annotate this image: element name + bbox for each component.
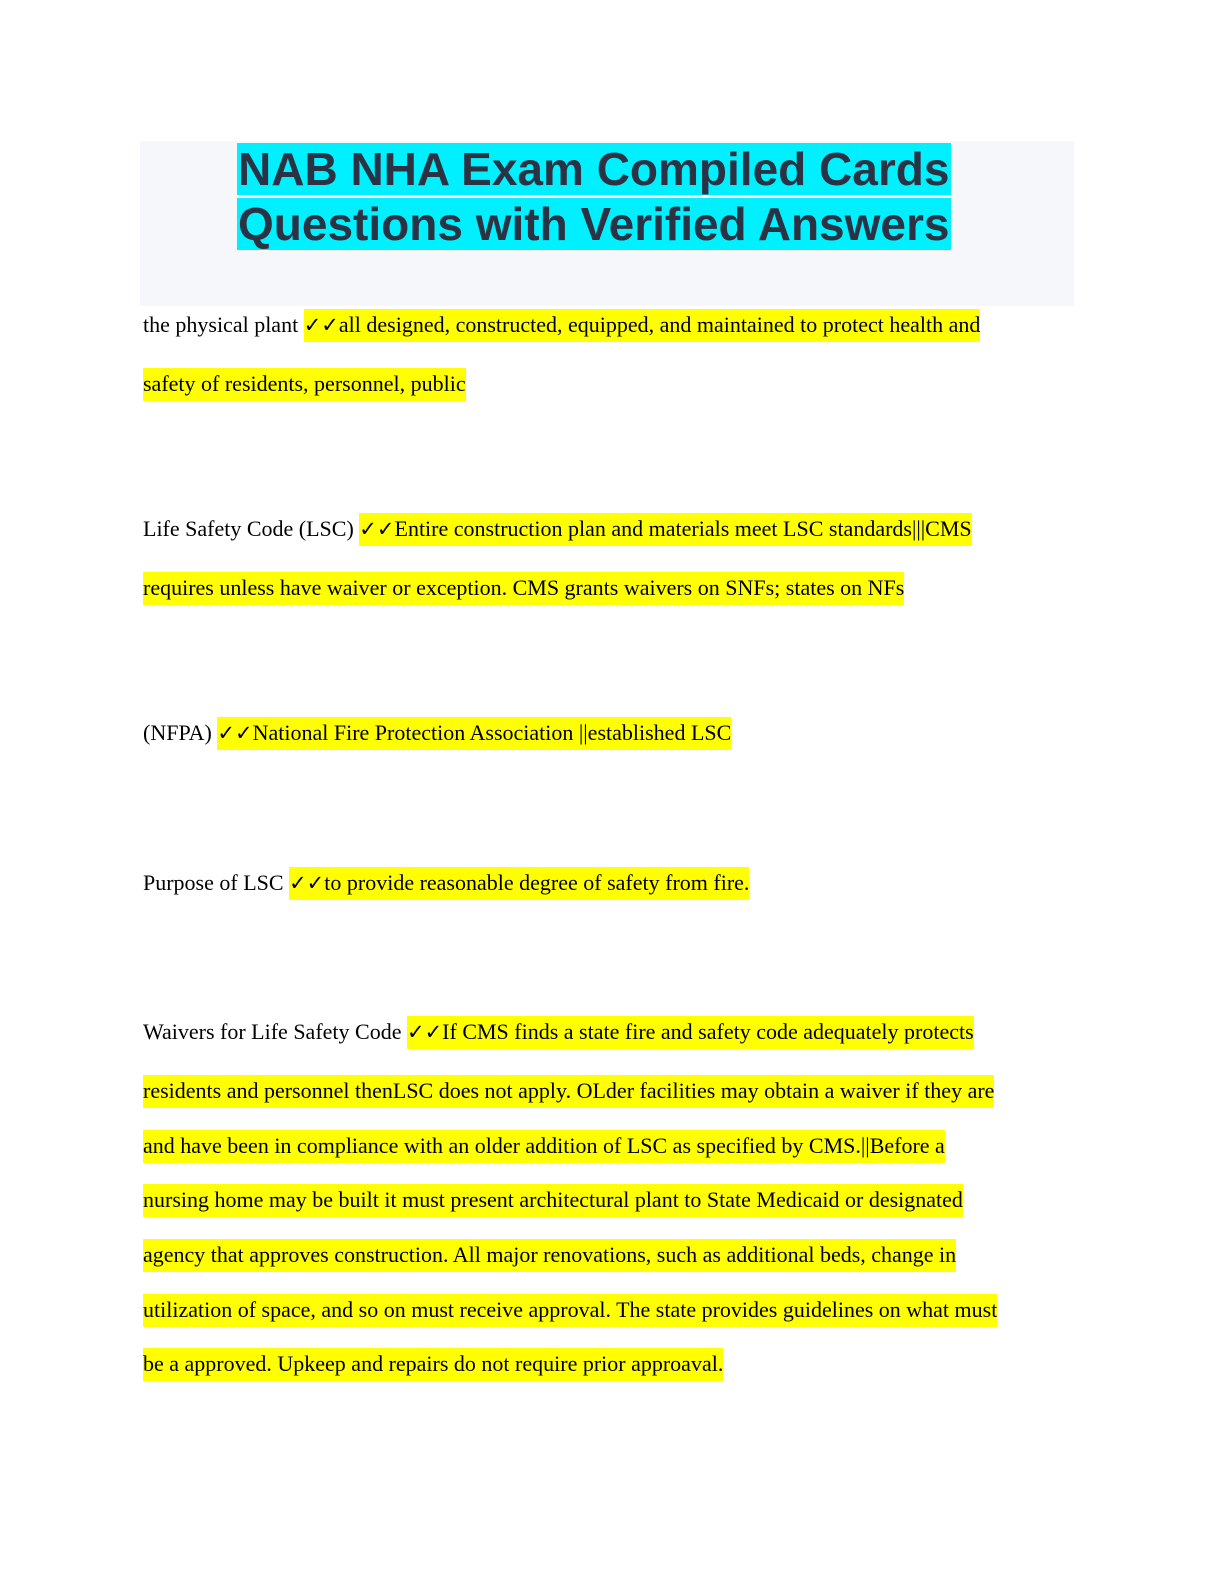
- card-answer-line: nursing home may be built it must present architectural plant to State Medicaid or designated: [143, 1189, 963, 1211]
- double-check-icon: ✓✓: [406, 1020, 443, 1044]
- card-term: the physical plant: [143, 312, 304, 337]
- card-first-line: [143, 722, 731, 744]
- card-term: Life Safety Code (LSC): [143, 516, 360, 541]
- card-answer-line: and have been in compliance with an older addition of LSC as specified by CMS.||Before a: [143, 1135, 945, 1157]
- card-answer: ✓✓National Fire Protection Association ||established LSC: [217, 717, 731, 750]
- card-answer-line: residents and personnel thenLSC does not apply. OLder facilities may obtain a waiver if they are: [143, 1080, 994, 1102]
- card-answer: ✓✓Entire construction plan and materials meet LSC standards|||CMS: [359, 513, 971, 546]
- card-answer-line: requires unless have waiver or exception. CMS grants waivers on SNFs; states on NFs: [143, 577, 904, 599]
- title-line-2: Questions with Verified Answers: [238, 198, 950, 250]
- title-line-1: NAB NHA Exam Compiled Cards: [238, 143, 950, 195]
- card-term: (NFPA): [143, 720, 218, 745]
- card-answer-line: agency that approves construction. All major renovations, such as additional beds, change in: [143, 1244, 956, 1266]
- double-check-icon: ✓✓: [359, 517, 395, 541]
- double-check-icon: ✓✓: [303, 313, 339, 337]
- card-answer-line: utilization of space, and so on must receive approval. The state provides guidelines on what must: [143, 1299, 997, 1321]
- card-first-line: [143, 314, 980, 336]
- card-answer: ✓✓all designed, constructed, equipped, and maintained to protect health and: [304, 309, 981, 342]
- card-answer-line: be a approved. Upkeep and repairs do not require prior approaval.: [143, 1353, 723, 1375]
- card-term: Purpose of LSC: [143, 870, 290, 895]
- card-first-line: [143, 1021, 974, 1043]
- card-answer: ✓✓If CMS finds a state fire and safety code adequately protects: [407, 1016, 974, 1049]
- double-check-icon: ✓✓: [289, 871, 325, 895]
- card-first-line: [143, 518, 972, 540]
- double-check-icon: ✓✓: [217, 721, 253, 745]
- document-title: [237, 142, 977, 252]
- card-first-line: [143, 872, 749, 894]
- card-term: Waivers for Life Safety Code: [143, 1019, 407, 1044]
- card-answer-line: safety of residents, personnel, public: [143, 373, 466, 395]
- card-answer: ✓✓to provide reasonable degree of safety from fire.: [289, 867, 749, 900]
